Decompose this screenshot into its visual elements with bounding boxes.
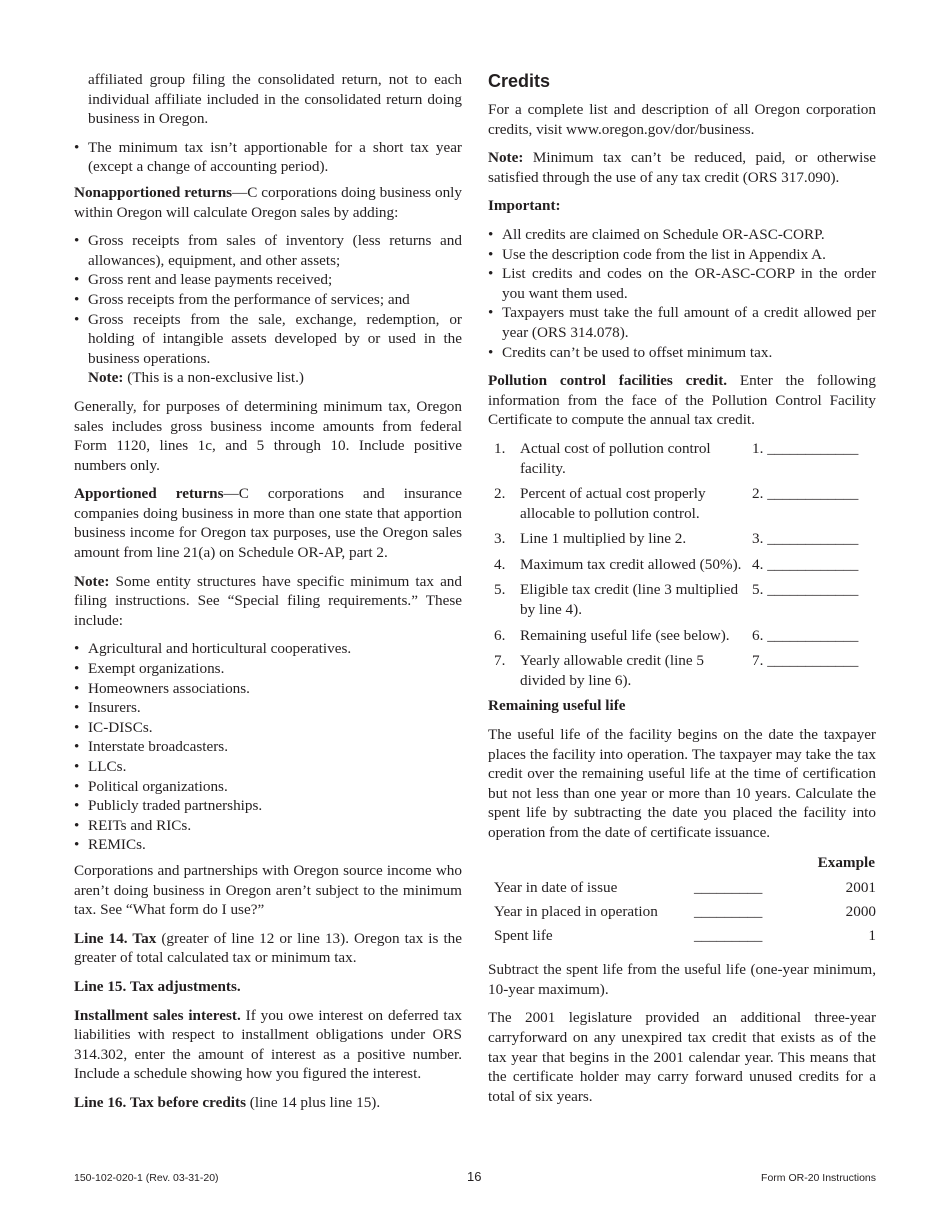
important-heading: Important: bbox=[488, 197, 561, 215]
list-item: • The minimum tax isn’t apportionable for a short tax year (except a change of accounting period). bbox=[74, 138, 462, 176]
footer-title: Form OR-20 Instructions bbox=[761, 1172, 876, 1184]
worksheet-blank[interactable]: 4. ____________ bbox=[752, 555, 859, 573]
table-header-row bbox=[494, 852, 876, 877]
list-item: • Publicly traded partnerships. bbox=[74, 797, 263, 815]
list-item: • Insurers. bbox=[74, 699, 141, 717]
credits-heading: Credits bbox=[488, 71, 551, 91]
list-item: • Gross receipts from sales of inventory (less returns and allowances), equipment, and other assets; bbox=[74, 232, 462, 269]
list-item: • LLCs. bbox=[74, 758, 127, 775]
note-minimum-tax: Note: Minimum tax can’t be reduced, paid, or otherwise satisfied through the use of any tax credit (ORS 317.090). bbox=[488, 149, 876, 186]
paragraph-legislature: The 2001 legislature provided an additional three-year carryforward on any unexpired tax credit that exists as of the tax year that begins in the 2001 calendar year. This means that the certificate holder may carry forward unused credits for a total of six years. bbox=[488, 1009, 876, 1105]
nonapportioned-list bbox=[74, 231, 462, 368]
worksheet-line-7: 7. Yearly allowable credit (line 5 divided by line 6). 7. ____________ bbox=[494, 652, 859, 689]
important-list bbox=[488, 225, 876, 362]
paragraph-line-14: Line 14. Tax (greater of line 12 or line 13). Oregon tax is the greater of total calculated tax or minimum tax. bbox=[74, 929, 463, 967]
list-item: • Gross rent and lease payments received; bbox=[74, 271, 333, 289]
list-item: • Interstate broadcasters. bbox=[74, 738, 228, 756]
paragraph-generally: Generally, for purposes of determining minimum tax, Oregon sales includes gross business income amounts from federal Form 1120, lines 1c, and 5 through 10. Include positive numbers only. bbox=[74, 397, 462, 474]
list-item: • Credits can’t be used to offset minimum tax. bbox=[488, 343, 773, 361]
worksheet-line-6: 6. Remaining useful life (see below). 6. ____________ bbox=[494, 626, 859, 644]
note-nonexclusive: Note: (This is a non-exclusive list.) bbox=[88, 369, 304, 387]
list-item: • Taxpayers must take the full amount of a credit allowed per year (ORS 314.078). bbox=[488, 304, 876, 341]
worksheet-line-4: 4. Maximum tax credit allowed (50%). 4. ____________ bbox=[494, 555, 859, 573]
paragraph-pollution: Pollution control facilities credit. Enter the following information from the face of the Pollution Control Facility Certificate to compute the annual tax credit. bbox=[488, 372, 876, 429]
remaining-life-heading: Remaining useful life bbox=[488, 697, 626, 715]
entity-list bbox=[74, 639, 462, 855]
footer-form-number: 150-102-020-1 (Rev. 03-31-20) bbox=[74, 1172, 219, 1184]
note-entity-structures: Note: Some entity structures have specific minimum tax and filing instructions. See “Special filing requirements.” These include: bbox=[74, 572, 462, 629]
table-row: Spent life _________ 1 bbox=[494, 927, 876, 945]
worksheet-line-2: 2. Percent of actual cost properly allocable to pollution control. 2. ____________ bbox=[494, 485, 859, 522]
list-item: • Homeowners associations. bbox=[74, 679, 250, 697]
paragraph-remaining-life: The useful life of the facility begins on the date the taxpayer places the facility into operation. The taxpayer may take the tax credit over the remaining useful life at the time of certification but not less than one year or more than 10 years. Calculate the spent life by subtracting the date you placed the facility into operation from the date of certificate issuance. bbox=[488, 726, 876, 841]
paragraph-corporations: Corporations and partnerships with Oregon source income who aren’t doing business in Oregon aren’t subject to the minimum tax. See “What form do I use?” bbox=[74, 861, 462, 919]
example-table bbox=[494, 852, 876, 949]
right-column bbox=[488, 70, 876, 1115]
pollution-worksheet bbox=[488, 439, 876, 691]
table-row: Year in placed in operation _________ 2000 bbox=[494, 903, 876, 921]
list-item: • Gross receipts from the performance of services; and bbox=[74, 290, 410, 308]
page-number: 16 bbox=[467, 1169, 482, 1184]
worksheet-blank[interactable]: 5. ____________ bbox=[752, 581, 859, 599]
list-item: • All credits are claimed on Schedule OR-ASC-CORP. bbox=[488, 225, 825, 243]
list-item: • List credits and codes on the OR-ASC-CORP in the order you want them used. bbox=[488, 265, 876, 302]
list-item: • Use the description code from the list in Appendix A. bbox=[488, 245, 826, 263]
list-item: • REMICs. bbox=[74, 836, 146, 854]
paragraph-subtract: Subtract the spent life from the useful life (one-year minimum, 10-year maximum). bbox=[488, 961, 876, 998]
example-header: Example bbox=[817, 853, 875, 871]
list-item: • REITs and RICs. bbox=[74, 816, 192, 834]
worksheet-blank[interactable]: 2. ____________ bbox=[752, 485, 859, 503]
paragraph-line-16: Line 16. Tax before credits (line 14 plus line 15). bbox=[74, 1093, 381, 1111]
worksheet-line-1: 1. Actual cost of pollution control facility. 1. ____________ bbox=[494, 439, 859, 477]
table-row: Year in date of issue _________ 2001 bbox=[494, 879, 876, 897]
paragraph-affiliated: affiliated group filing the consolidated return, not to each individual affiliate included in the consolidated return doing business in Oregon. bbox=[88, 71, 462, 128]
worksheet-blank[interactable]: 3. ____________ bbox=[752, 530, 859, 548]
worksheet-blank[interactable]: 7. ____________ bbox=[752, 652, 859, 670]
list-item: • Political organizations. bbox=[74, 777, 228, 795]
paragraph-credits: For a complete list and description of all Oregon corporation credits, visit www.oregon.gov/dor/business. bbox=[488, 101, 876, 138]
worksheet-blank[interactable]: 6. ____________ bbox=[752, 626, 859, 644]
short-year-list bbox=[74, 138, 462, 177]
list-item: • Gross receipts from the sale, exchange, redemption, or holding of intangible assets developed by or used in the business operations. bbox=[74, 310, 462, 367]
list-item: • IC-DISCs. bbox=[74, 718, 153, 736]
paragraph-nonapportioned: Nonapportioned returns—C corporations doing business only within Oregon will calculate Oregon sales by adding: bbox=[74, 183, 462, 221]
paragraph-apportioned: Apportioned returns—C corporations and insurance companies doing business in more than one state that apportion business income for Oregon tax purposes, use the Oregon sales amount from line 21(a) on Schedule OR-AP, part 2. bbox=[74, 485, 462, 562]
heading-line-15: Line 15. Tax adjustments. bbox=[74, 977, 241, 995]
paragraph-installment: Installment sales interest. If you owe interest on deferred tax liabilities with respect to installment obligations under ORS 314.302, enter the amount of interest as a positive number. Include a schedule showing how you figured the interest. bbox=[74, 1006, 462, 1083]
left-column bbox=[74, 70, 462, 1122]
worksheet-blank[interactable]: 1. ____________ bbox=[752, 439, 859, 457]
worksheet-line-5: 5. Eligible tax credit (line 3 multiplied by line 4). 5. ____________ bbox=[494, 581, 859, 619]
list-item: • Agricultural and horticultural cooperatives. bbox=[74, 640, 352, 658]
worksheet-line-3: 3. Line 1 multiplied by line 2. 3. ____________ bbox=[494, 530, 859, 548]
list-item: • Exempt organizations. bbox=[74, 660, 225, 678]
